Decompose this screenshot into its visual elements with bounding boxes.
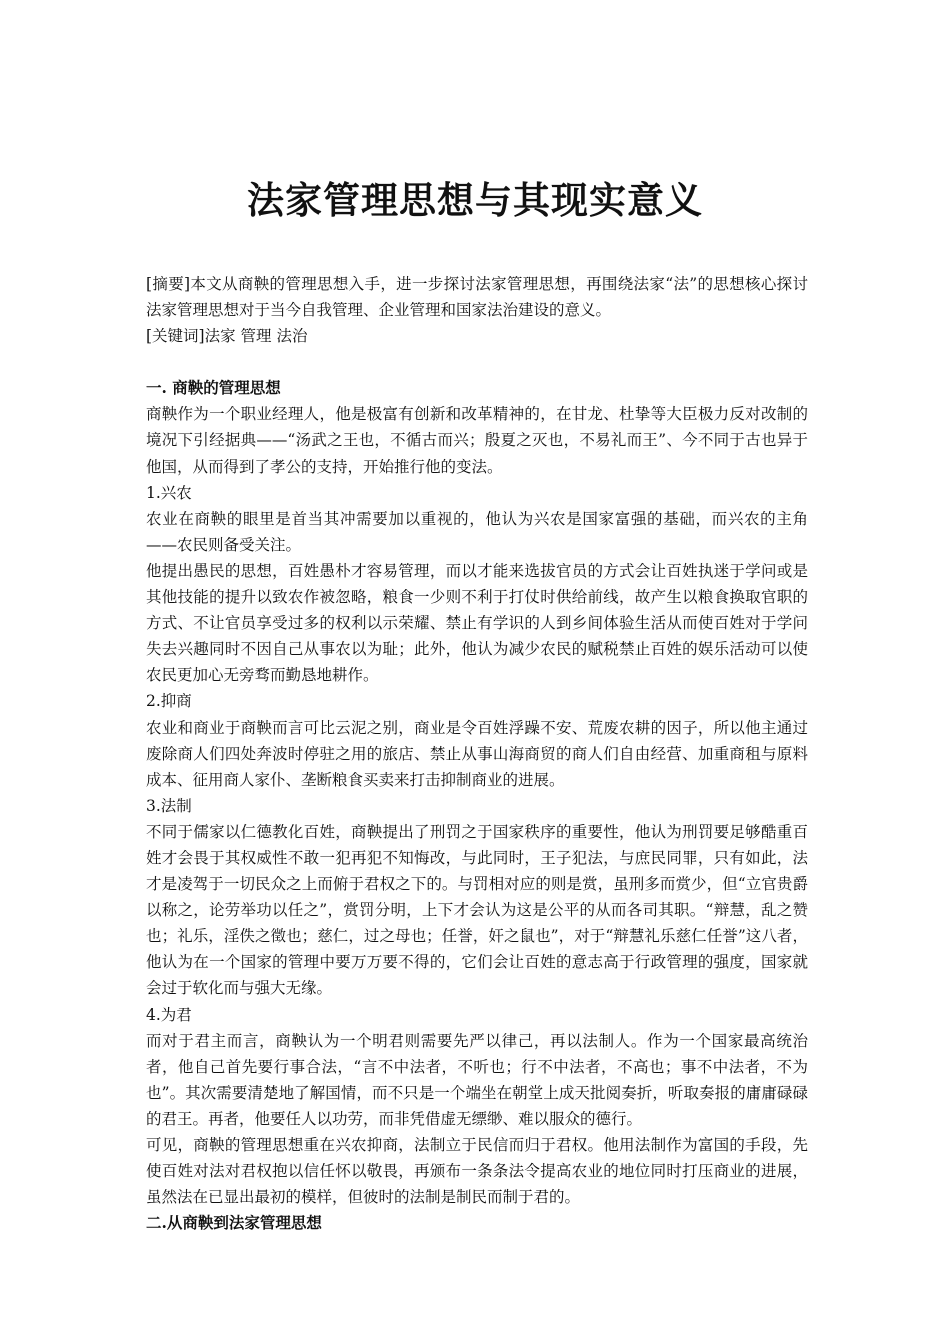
subsection2-paragraph-1: 农业和商业于商鞅而言可比云泥之别，商业是令百姓浮躁不安、荒废农耕的因子，所以他主通过废除商人们四处奔波时停驻之用的旅店、禁止从事山海商贸的商人们自由经营、加重商租与原料成本、征用商人家仆、垄断粮食买卖来打击抑制商业的进展。 [146, 718, 808, 789]
subsection3-paragraph-1: 不同于儒家以仁德教化百姓，商鞅提出了刑罚之于国家秩序的重要性，他认为刑罚要足够酷重百姓才会畏于其权威性不敢一犯再犯不知悔改，与此同时，王子犯法，与庶民同罪，只有如此，法才是凌驾于一切民众之上而俯于君权之下的。与罚相对应的则是赏，虽刑多而赏少，但“立官贵爵以称之，论劳举功以任之”，赏罚分明，上下才会认为这是公平的从而各司其职。“辩慧，乱之赞也；礼乐，淫佚之徵也；慈仁，过之母也；任誉，奸之鼠也”，对于“辩慧礼乐慈仁任誉”这八者，他认为在一个国家的管理中要万万要不得的，它们会让百姓的意志高于行政管理的强度，国家就会过于软化而与强大无缘。 [146, 822, 808, 998]
subsection1-paragraph-1: 农业在商鞅的眼里是首当其冲需要加以重视的，他认为兴农是国家富强的基础，而兴农的主角——农民则备受关注。 [146, 509, 808, 554]
subsection4-heading: 4.为君 [146, 1005, 192, 1024]
subsection2-heading: 2.抑商 [146, 692, 192, 711]
page-title: 法家管理思想与其现实意义 [247, 178, 703, 222]
keywords-line: [关键词]法家 管理 法治 [146, 327, 308, 346]
subsection1-paragraph-2: 他提出愚民的思想，百姓愚朴才容易管理，而以才能来选拔官员的方式会让百姓执迷于学问或是其他技能的提升以致农作被忽略，粮食一少则不利于打仗时供给前线，故产生以粮食换取官职的方式、不让官员享受过多的权利以示荣耀、禁止有学识的人到乡间体验生活从而使百姓对于学问失去兴趣同时不因自己从事农以为耻；此外，他认为减少农民的赋税禁止百姓的娱乐活动可以使农民更加心无旁骛而勤恳地耕作。 [146, 561, 808, 685]
section-spacer [146, 349, 808, 375]
section2-heading: 二.从商鞅到法家管理思想 [146, 1213, 322, 1233]
subsection3-heading: 3.法制 [146, 796, 192, 815]
section1-intro: 商鞅作为一个职业经理人，他是极富有创新和改革精神的，在甘龙、杜挚等大臣极力反对改制的境况下引经据典——“汤武之王也，不循古而兴；殷夏之灭也，不易礼而王”、今不同于古也异于他国，从而得到了孝公的支持，开始推行他的变法。 [146, 405, 808, 476]
section1-heading: 一. 商鞅的管理思想 [146, 378, 281, 398]
document-body [146, 271, 808, 1236]
abstract-paragraph: [摘要]本文从商鞅的管理思想入手，进一步探讨法家管理思想，再围绕法家“法”的思想核心探讨法家管理思想对于当今自我管理、企业管理和国家法治建设的意义。 [146, 275, 808, 320]
section1-conclusion: 可见，商鞅的管理思想重在兴农抑商，法制立于民信而归于君权。他用法制作为富国的手段，先使百姓对法对君权抱以信任怀以敬畏，再颁布一条条法令提高农业的地位同时打压商业的进展，虽然法在已显出最初的模样，但彼时的法制是制民而制于君的。 [146, 1136, 808, 1207]
subsection1-heading: 1.兴农 [146, 483, 192, 502]
subsection4-paragraph-1: 而对于君主而言，商鞅认为一个明君则需要先严以律己，再以法制人。作为一个国家最高统治者，他自己首先要行事合法，“言不中法者，不听也；行不中法者，不高也；事不中法者，不为也”。其次需要清楚地了解国情，而不只是一个端坐在朝堂上成天批阅奏折，听取奏报的庸庸碌碌的君王。再者，他要任人以功劳，而非凭借虚无缥缈、难以服众的德行。 [146, 1031, 808, 1128]
